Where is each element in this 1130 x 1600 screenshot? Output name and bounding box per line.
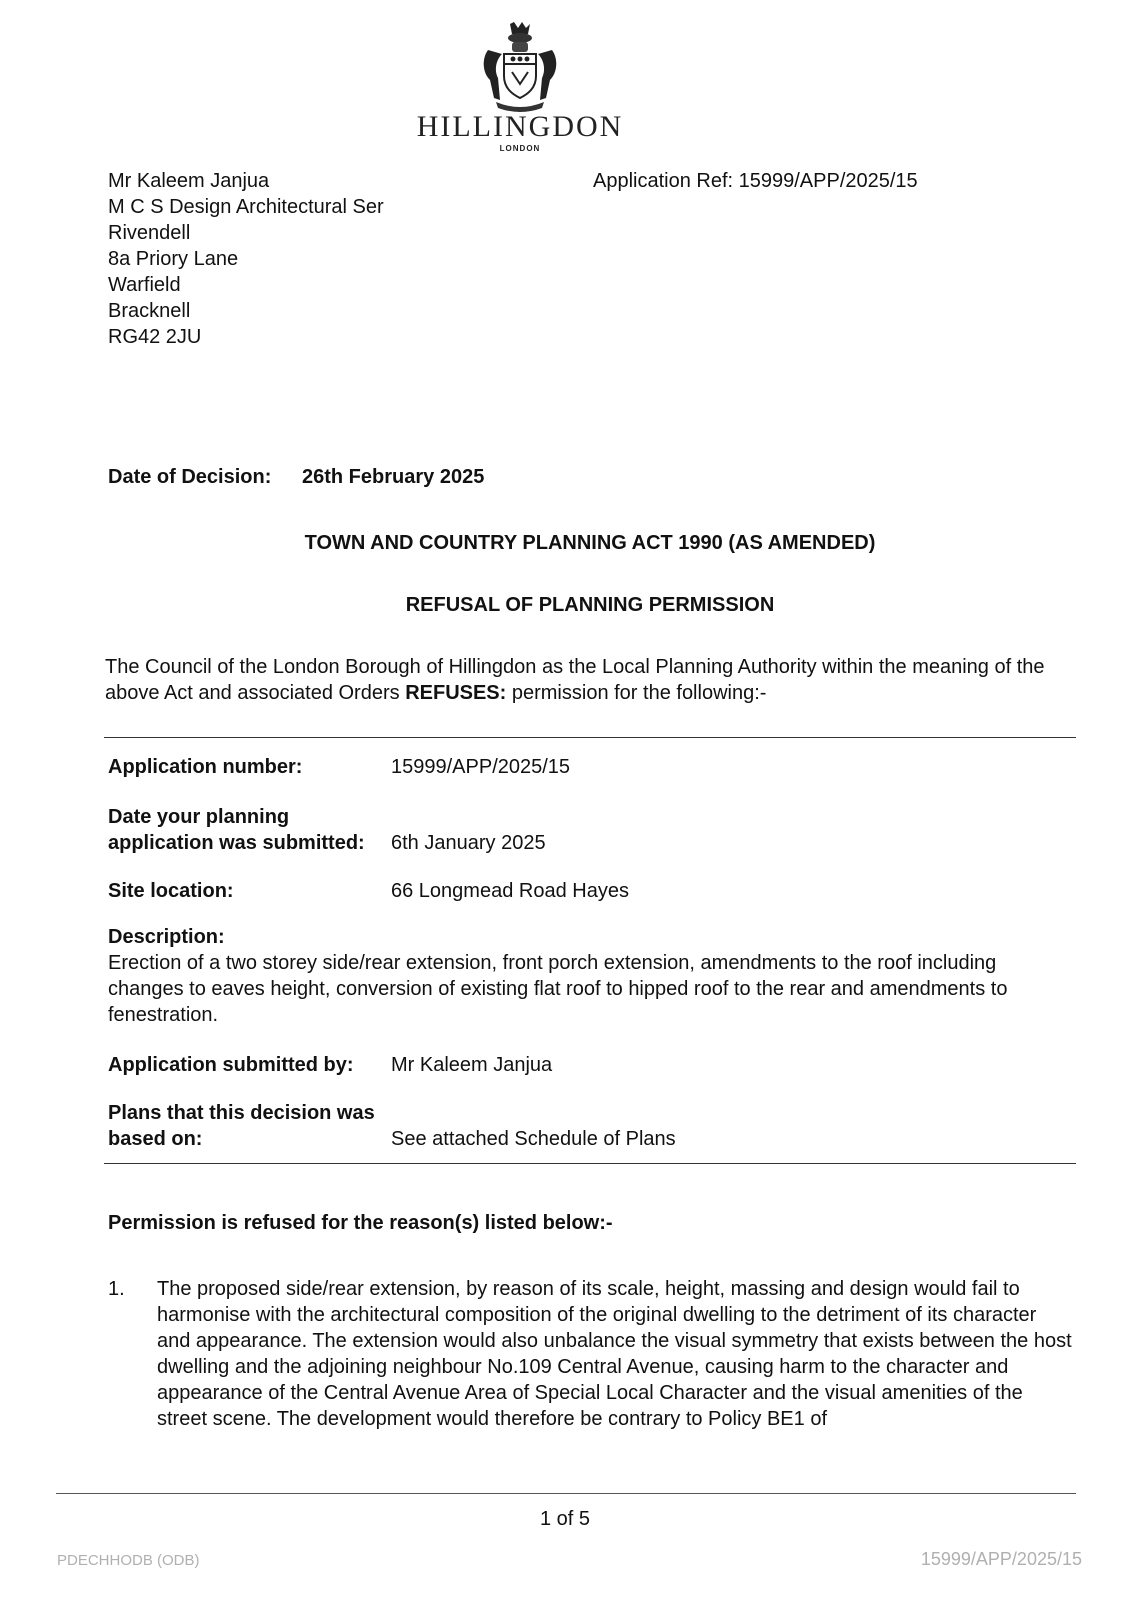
description-value: Erection of a two storey side/rear extension, front porch extension, amendments to the roof including changes to eaves height, conversion of existing flat roof to hipped roof to the rear and amendments to fenestration. — [108, 952, 1008, 1026]
plans-label-2: based on: — [108, 1128, 203, 1150]
site-location-value: 66 Longmead Road Hayes — [391, 880, 629, 902]
intro-refuses: REFUSES: — [405, 682, 507, 704]
decision-date-label: Date of Decision: — [108, 466, 272, 488]
decision-date-value: 26th February 2025 — [302, 466, 485, 488]
submitted-date-label-2: application was submitted: — [108, 832, 365, 854]
submitted-by-value: Mr Kaleem Janjua — [391, 1054, 553, 1076]
plans-value: See attached Schedule of Plans — [391, 1128, 676, 1150]
site-location-label: Site location: — [108, 880, 234, 902]
plans-label-1: Plans that this decision was — [108, 1102, 375, 1124]
address-line: M C S Design Architectural Ser — [108, 196, 384, 218]
recipient-address — [108, 168, 384, 350]
divider — [104, 737, 1076, 738]
decision-date — [108, 464, 484, 490]
coat-of-arms-icon — [478, 20, 562, 112]
intro-text: The Council of the London Borough of Hillingdon as the Local Planning Authority within the meaning of the above Act and associated Orders — [105, 656, 1045, 704]
page-number: 1 of 5 — [539, 1508, 591, 1530]
address-line: Bracknell — [108, 300, 191, 322]
address-line: Rivendell — [108, 222, 191, 244]
submitted-date-label-1: Date your planning — [108, 806, 290, 828]
application-number-label: Application number: — [108, 756, 303, 778]
description-label: Description: — [108, 926, 225, 948]
application-reference: Application Ref: 15999/APP/2025/15 — [593, 170, 918, 192]
address-line: RG42 2JU — [108, 326, 202, 348]
reason-number: 1. — [108, 1278, 125, 1300]
address-line: Warfield — [108, 274, 181, 296]
submitted-date-value: 6th January 2025 — [391, 832, 546, 854]
reason-text: The proposed side/rear extension, by reason of its scale, height, massing and design would fail to harmonise with the architectural composition of the original dwelling to the detriment of its character and appearance. The extension would also unbalance the visual symmetry that exists between the host dwelling and the adjoining neighbour No.109 Central Avenue, causing harm to the character and appearance of the Central Avenue Area of Special Local Character and the visual amenities of the street scene. The development would therefore be contrary to Policy BE1 of — [157, 1278, 1072, 1430]
footer-reference: 15999/APP/2025/15 — [920, 1549, 1082, 1569]
intro-paragraph — [105, 654, 1065, 706]
address-line: 8a Priory Lane — [108, 248, 239, 270]
council-logo — [410, 20, 630, 155]
reasons-heading: Permission is refused for the reason(s) listed below:- — [108, 1212, 613, 1234]
application-number-value: 15999/APP/2025/15 — [391, 756, 571, 778]
footer-divider — [56, 1493, 1076, 1494]
address-line: Mr Kaleem Janjua — [108, 170, 270, 192]
submitted-by-label: Application submitted by: — [108, 1054, 354, 1076]
footer-code: PDECHHODB (ODB) — [57, 1552, 200, 1569]
logo-subtitle: LONDON — [499, 144, 541, 153]
logo-wordmark: HILLINGDON — [416, 110, 624, 143]
refusal-title: REFUSAL OF PLANNING PERMISSION — [405, 594, 775, 616]
divider — [104, 1163, 1076, 1164]
act-title: TOWN AND COUNTRY PLANNING ACT 1990 (AS AMENDED) — [304, 532, 876, 554]
intro-text-end: permission for the following:- — [506, 682, 767, 704]
